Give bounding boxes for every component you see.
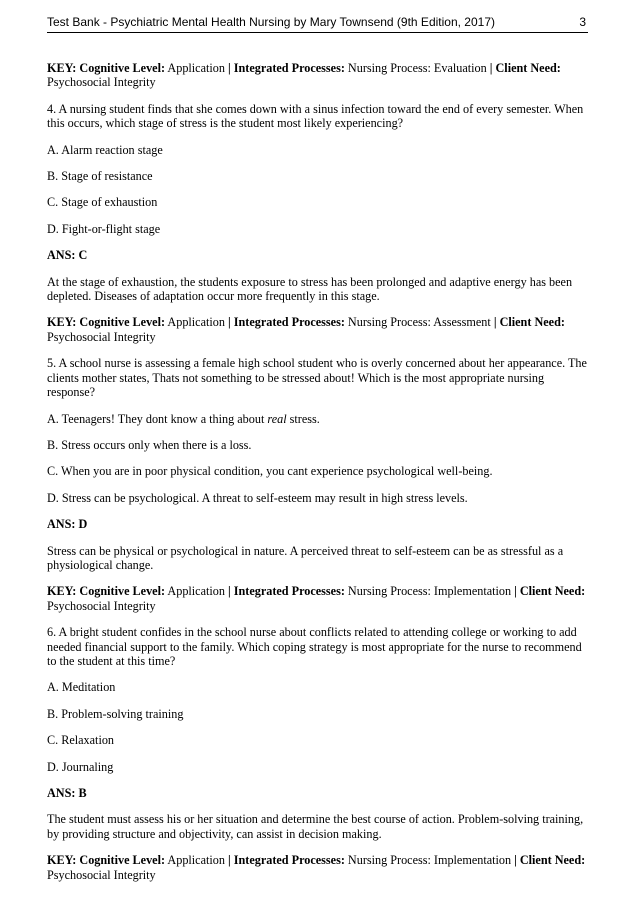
answer-option: D. Journaling <box>47 759 114 774</box>
rationale: At the stage of exhaustion, the students exposure to stress has been prolonged and adaptive energy has been depleted. Diseases of adaptation occur more frequently in this stage. <box>47 274 573 304</box>
cognitive-level-value: Application <box>167 315 225 330</box>
client-need-label: Client Need: <box>519 853 586 868</box>
client-need-value: Psychosocial Integrity <box>47 329 156 344</box>
answer-option: C. Relaxation <box>47 733 115 748</box>
integrated-processes-label: Integrated Processes: <box>233 853 345 868</box>
key-label: KEY: <box>47 61 77 75</box>
separator: | <box>228 853 231 868</box>
integrated-processes-label: Integrated Processes: <box>233 584 345 599</box>
answer-label: ANS: <box>47 248 76 263</box>
cognitive-level-label: Cognitive Level: <box>79 853 166 868</box>
running-header <box>47 13 588 33</box>
separator: | <box>489 61 493 75</box>
page-number: 3 <box>579 15 586 29</box>
cognitive-level-label: Cognitive Level: <box>79 315 166 330</box>
separator: | <box>493 315 497 330</box>
answer-option: A. Alarm reaction stage <box>47 142 163 157</box>
answer-option: D. Fight-or-flight stage <box>47 221 161 236</box>
option-text: A. Teenagers! They dont know a thing about <box>47 411 268 426</box>
separator: | <box>514 853 517 868</box>
header-title: Test Bank - Psychiatric Mental Health Nursing by Mary Townsend (9th Edition, 2017) <box>47 15 495 29</box>
integrated-processes-value: Nursing Process: Evaluation <box>347 61 487 75</box>
answer-value: D <box>78 517 88 532</box>
integrated-processes-label: Integrated Processes: <box>233 315 345 330</box>
client-need-value: Psychosocial Integrity <box>47 75 156 90</box>
answer-option: C. When you are in poor physical condition, you cant experience psychological well-being. <box>47 464 493 479</box>
answer-option <box>47 412 592 426</box>
client-need-value: Psychosocial Integrity <box>47 867 156 882</box>
option-text: stress. <box>286 411 320 426</box>
answer-value: C <box>78 248 88 263</box>
key-label: KEY: <box>47 584 77 599</box>
integrated-processes-value: Nursing Process: Implementation <box>347 584 512 599</box>
answer-option: B. Problem-solving training <box>47 706 184 721</box>
question-stem: 5. A school nurse is assessing a female high school student who is overly concerned about her appearance. The clients mother states, Thats not something to be stressed about! Which is the most appropriate nursing response? <box>47 356 587 400</box>
cognitive-level-label: Cognitive Level: <box>79 61 166 75</box>
answer-label: ANS: <box>47 786 76 800</box>
client-need-label: Client Need: <box>519 584 586 599</box>
key-label: KEY: <box>47 853 77 868</box>
answer-line <box>47 248 592 262</box>
separator: | <box>228 61 231 75</box>
answer-value: B <box>78 786 87 800</box>
question-stem: 6. A bright student confides in the school nurse about conflicts related to attending college or working to add needed financial support to the family. Which coping strategy is most appropriate for the nurse to recommend to the student at this time? <box>47 625 582 668</box>
cognitive-level-value: Application <box>167 584 225 599</box>
answer-line <box>47 517 592 531</box>
key-block-q3 <box>47 61 592 90</box>
document-body <box>47 61 592 882</box>
key-label: KEY: <box>47 315 77 330</box>
cognitive-level-value: Application <box>167 853 225 868</box>
answer-line <box>47 786 592 800</box>
separator: | <box>514 584 517 599</box>
option-emphasis: real <box>267 411 287 426</box>
cognitive-level-label: Cognitive Level: <box>79 584 166 599</box>
integrated-processes-value: Nursing Process: Assessment <box>347 315 491 330</box>
integrated-processes-value: Nursing Process: Implementation <box>347 853 512 868</box>
integrated-processes-label: Integrated Processes: <box>233 61 345 75</box>
answer-option: B. Stress occurs only when there is a loss. <box>47 437 252 452</box>
client-need-label: Client Need: <box>499 315 565 330</box>
answer-option: C. Stage of exhaustion <box>47 195 158 210</box>
key-block-q6 <box>47 853 592 882</box>
client-need-value: Psychosocial Integrity <box>47 598 156 613</box>
rationale: Stress can be physical or psychological in nature. A perceived threat to self-esteem can be as stressful as a physiological change. <box>47 543 564 572</box>
separator: | <box>228 315 231 330</box>
rationale: The student must assess his or her situation and determine the best course of action. Problem-solving training, by providing structure and objectivity, can assist in decision making. <box>47 812 584 841</box>
separator: | <box>228 584 231 599</box>
question-stem: 4. A nursing student finds that she comes down with a sinus infection toward the end of every semester. When this occurs, which stage of stress is the student most likely experiencing? <box>47 101 584 131</box>
answer-label: ANS: <box>47 517 76 532</box>
answer-option: D. Stress can be psychological. A threat to self-esteem may result in high stress levels. <box>47 490 468 505</box>
key-block-q5 <box>47 584 592 613</box>
client-need-label: Client Need: <box>495 61 561 75</box>
key-block-q4 <box>47 315 592 344</box>
cognitive-level-value: Application <box>167 61 225 75</box>
answer-option: B. Stage of resistance <box>47 169 153 184</box>
answer-option: A. Meditation <box>47 680 116 695</box>
